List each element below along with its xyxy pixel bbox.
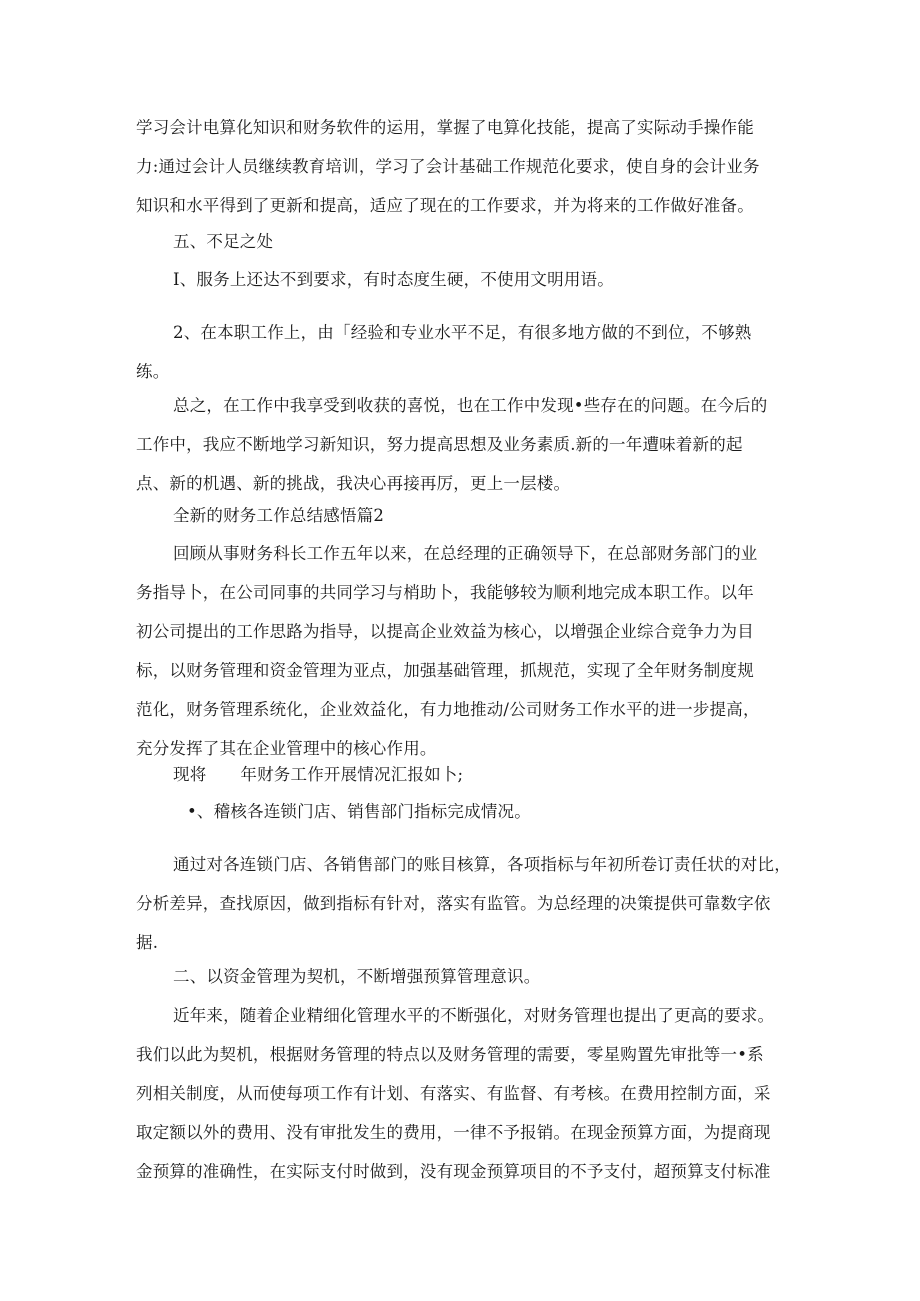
text-line: 充分发挥了其在企业管理中的核心作用。: [136, 739, 437, 758]
text-line: 通过对各连锁门店、各销售部门的账目核算，各项指标与年初所卷订责任状的对比，: [173, 855, 791, 874]
paragraph-budget-detail: [136, 996, 784, 1191]
text-line: 总之，在工作中我享受到收获的喜悦，也在工作中发现•些存在的问题。在今后的: [173, 396, 768, 415]
text-line: I、服务上还达不到要求，有时态度生硬，不使用文明用语。: [173, 270, 614, 289]
text-line: 练。: [136, 362, 170, 381]
text-line: 2、在本职工作上，由「经验和专业水平不足，有很多地方做的不到位，不够熟: [173, 323, 752, 342]
text-line: 金预算的准确性，在实际支付时做到，没有现金预算项目的不予支付，超预算支付标准: [136, 1162, 771, 1181]
text-fragment: 现将: [173, 765, 207, 784]
paragraph-conclusion: [136, 386, 784, 503]
text-line: 五、不足之处: [173, 232, 274, 251]
text-line: 二、以资金管理为契机，不断增强预算管理意识。: [173, 967, 541, 986]
paragraph-computerized-accounting: [136, 108, 784, 225]
section-heading-shortcomings: [136, 222, 784, 261]
text-fragment: 年财务工作开展情况汇报如卜;: [240, 765, 464, 784]
text-line: 点、新的机遇、新的挑战，我决心再接再厉，更上一层楼。: [136, 474, 571, 493]
text-line: 回顾从事财务科长工作五年以来，在总经理的正确领导下，在总部财务部门的业: [173, 544, 758, 563]
text-line: 据.: [136, 933, 159, 952]
text-line: 近年来，随着企业精细化管理水平的不断强化，对财务管理也提出了更高的要求。: [173, 1006, 775, 1025]
section-heading-budget: [136, 957, 784, 996]
paragraph-shortcoming-2: [136, 313, 784, 391]
text-line: 分析差异，查找原因，做到指标有针对，落实有监管。为总经理的决策提供可靠数字依: [136, 894, 771, 913]
paragraph-review: [136, 534, 784, 768]
text-line: •、稽核各连锁门店、销售部门指标完成情况。: [187, 802, 531, 821]
section-heading-audit: [136, 792, 784, 831]
text-line: 学习会计电算化知识和财务软件的运用，掌握了电算化技能，提高了实际动手操作能: [136, 118, 754, 137]
text-line: 知识和水平得到了更新和提高，适应了现在的工作要求，并为将来的工作做好准备。: [136, 196, 754, 215]
paragraph-audit-detail: [136, 845, 791, 962]
text-line: 取定额以外的费用、没有审批发生的费用，一律不予报销。在现金预算方面，为提商现: [136, 1123, 771, 1142]
text-line: 工作中，我应不断地学习新知识，努力提高思想及业务素质.新的一年遭味着新的起: [136, 435, 743, 454]
text-line: [136, 755, 784, 794]
text-line: 务指导卜，在公司同事的共同学习与梢助卜，我能够较为顺利地完成本职工作。以年: [136, 583, 754, 602]
paragraph-report-intro: [136, 755, 784, 794]
text-line: 力:通过会计人员继续教育培训，学习了会计基础工作规范化要求，使自身的会计业务: [136, 157, 760, 176]
paragraph-shortcoming-1: [136, 260, 784, 299]
text-line: 我们以此为契机，根据财务管理的特点以及财务管理的需要，零星购置先审批等一•系: [136, 1045, 764, 1064]
article-title-part-2: [136, 496, 784, 535]
text-line: 范化，财务管理系统化，企业效益化，有力地推动/公司财务工作水平的进一步提高，: [136, 700, 760, 719]
text-line: 标，以财务管理和资金管理为亚点，加强基础管理，抓规范，实现了全年财务制度规: [136, 661, 754, 680]
text-line: 全新的财务工作总结感悟篇2: [173, 506, 385, 525]
text-line: 初公司提出的工作思路为指导，以提高企业效益为核心，以增强企业综合竞争力为目: [136, 622, 754, 641]
text-line: 列相关制度，从而使每项工作有计划、有落实、有监督、有考核。在费用控制方面，采: [136, 1084, 771, 1103]
